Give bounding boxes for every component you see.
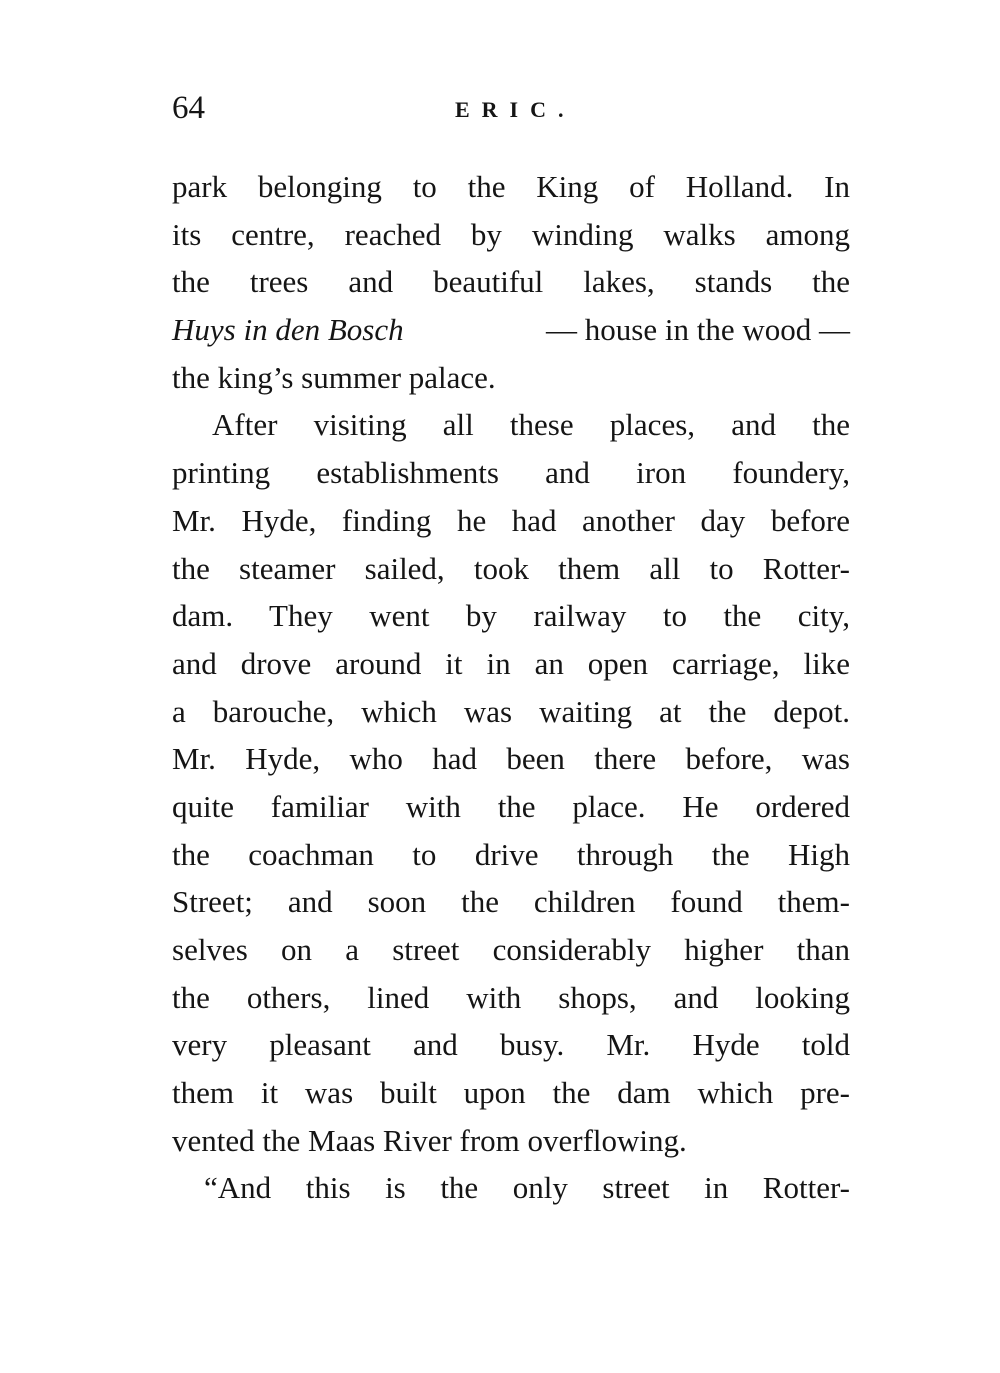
text-line: its centre, reached by winding walks among: [172, 216, 850, 252]
text-line: the coachman to drive through the High: [172, 836, 850, 872]
text-line: selves on a street considerably higher than: [172, 932, 850, 967]
running-head: [172, 88, 852, 128]
italic-phrase: Huys in den Bosch: [172, 312, 404, 348]
text-line: the trees and beautiful lakes, stands the: [172, 264, 850, 300]
text-line: Mr. Hyde, who had been there before, was: [172, 741, 850, 777]
text-line: Street; and soon the children found them-: [172, 884, 850, 920]
text-line: the steamer sailed, took them all to Rotter-: [172, 550, 850, 586]
text-line: vented the Maas River from overflowing.: [172, 1122, 687, 1158]
running-title: ERIC.: [455, 97, 576, 122]
text-line: the king’s summer palace.: [172, 359, 496, 395]
page-number: 64: [172, 90, 205, 126]
text-line: Mr. Hyde, finding he had another day before: [172, 502, 850, 538]
text-line: park belonging to the King of Holland. In: [172, 169, 850, 204]
text-line: very pleasant and busy. Mr. Hyde told: [172, 1027, 850, 1063]
body-text: [172, 163, 850, 1212]
text-line: a barouche, which was waiting at the depot.: [172, 693, 850, 729]
paragraph-first-line: “And this is the only street in Rotter-: [204, 1170, 850, 1206]
paragraph-first-line: After visiting all these places, and the: [212, 407, 850, 443]
text-line: the others, lined with shops, and looking: [172, 979, 850, 1015]
text-line: and drove around it in an open carriage, like: [172, 645, 850, 681]
text-line: quite familiar with the place. He ordered: [172, 788, 850, 824]
text-line: them it was built upon the dam which pre-: [172, 1075, 850, 1111]
line-remainder: — house in the wood —: [546, 312, 850, 348]
text-line: dam. They went by railway to the city,: [172, 598, 850, 634]
text-line: [172, 306, 850, 354]
text-line: printing establishments and iron foundery,: [172, 455, 850, 491]
